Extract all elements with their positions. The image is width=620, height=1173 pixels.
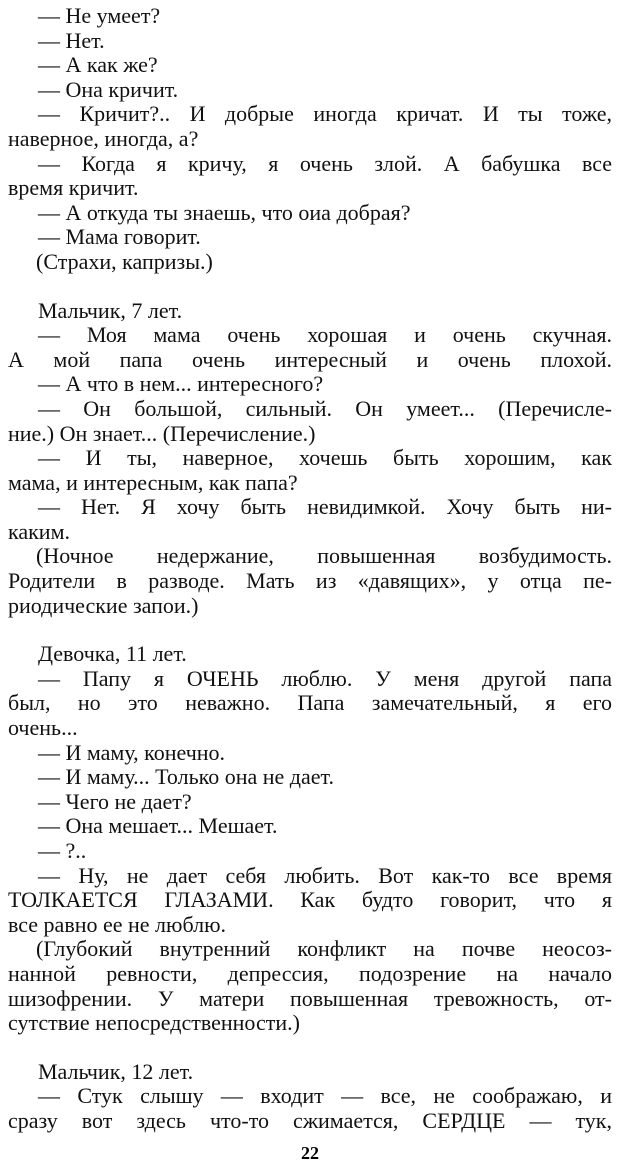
text-line: — Не умеет? bbox=[38, 4, 161, 28]
text-line: сутствие непосредственности.) bbox=[8, 1011, 300, 1036]
text-line: Родители в разводе. Мать из «давящих», у отца пе- bbox=[8, 569, 612, 594]
text-line: — Нет. Я хочу быть невидимкой. Хочу быть ни- bbox=[38, 495, 612, 520]
blank-line bbox=[8, 1036, 612, 1060]
text-line: — Он большой, сильный. Он умеет... (Перечисле- bbox=[38, 396, 612, 421]
text-line: был, но это неважно. Папа замечательный, я его bbox=[8, 691, 612, 716]
text-line: сразу вот здесь что-то сжимается, СЕРДЦЕ — тук, bbox=[8, 1108, 612, 1133]
text-line: шизофрении. У матери повышенная тревожность, от- bbox=[8, 986, 612, 1011]
text-line: — Она кричит. bbox=[38, 77, 179, 102]
text-line: — ?.. bbox=[38, 839, 87, 863]
text-line: каким. bbox=[8, 519, 71, 544]
text-line: — Чего не дает? bbox=[38, 789, 192, 814]
text-line: ТОЛКАЕТСЯ ГЛАЗАМИ. Как будто говорит, что я bbox=[8, 888, 612, 913]
text-line: наверное, иногда, а? bbox=[8, 126, 199, 151]
text-line: — Стук слышу — входит — все, не соображаю, и bbox=[38, 1084, 612, 1109]
text-line: ние.) Он знает... (Перечисление.) bbox=[8, 421, 316, 446]
text-line: очень... bbox=[8, 716, 78, 741]
text-line: (Глубокий внутренний конфликт на почве неосоз- bbox=[36, 937, 612, 962]
section-heading: Мальчик, 7 лет. bbox=[38, 298, 183, 323]
text-line: — Ну, не дает себя любить. Вот как-то все время bbox=[38, 863, 612, 888]
text-line: — А как же? bbox=[38, 53, 158, 78]
section-heading: Девочка, 11 лет. bbox=[38, 642, 187, 667]
text-line: мама, и интересным, как папа? bbox=[8, 470, 298, 495]
text-line: — И ты, наверное, хочешь быть хорошим, как bbox=[38, 446, 612, 471]
text-line: А мой папа очень интересный и очень плохой. bbox=[8, 347, 612, 372]
text-line: — Она мешает... Мешает. bbox=[38, 814, 278, 839]
section-heading: Мальчик, 12 лет. bbox=[38, 1059, 194, 1084]
blank-line bbox=[8, 618, 612, 642]
text-line: все равно ее не люблю. bbox=[8, 912, 227, 937]
page-number: 22 bbox=[301, 1143, 319, 1163]
text-line: — Нет. bbox=[38, 28, 105, 53]
text-line: — Когда я кричу, я очень злой. А бабушка все bbox=[38, 151, 612, 176]
text-line: — И маму... Только она не дает. bbox=[38, 765, 334, 790]
text-line: (Страхи, капризы.) bbox=[36, 249, 213, 274]
text-line: — Моя мама очень хорошая и очень скучная. bbox=[38, 323, 612, 348]
text-line: риодические запои.) bbox=[8, 593, 199, 618]
text-line: — А откуда ты знаешь, что оиа добрая? bbox=[38, 200, 411, 225]
text-line: — Кричит?.. И добрые иногда кричат. И ты тоже, bbox=[38, 102, 612, 127]
text-line: нанной ревности, депрессия, подозрение на начало bbox=[8, 961, 612, 986]
blank-line bbox=[8, 275, 612, 299]
text-line: — И маму, конечно. bbox=[38, 740, 226, 765]
text-line: (Ночное недержание, повышенная возбудимость. bbox=[36, 544, 612, 569]
text-line: время кричит. bbox=[8, 176, 139, 201]
text-line: — А что в нем... интересного? bbox=[38, 372, 324, 397]
text-line: — Мама говорит. bbox=[38, 225, 201, 250]
text-line: — Папу я ОЧЕНЬ люблю. У меня другой папа bbox=[38, 666, 612, 691]
